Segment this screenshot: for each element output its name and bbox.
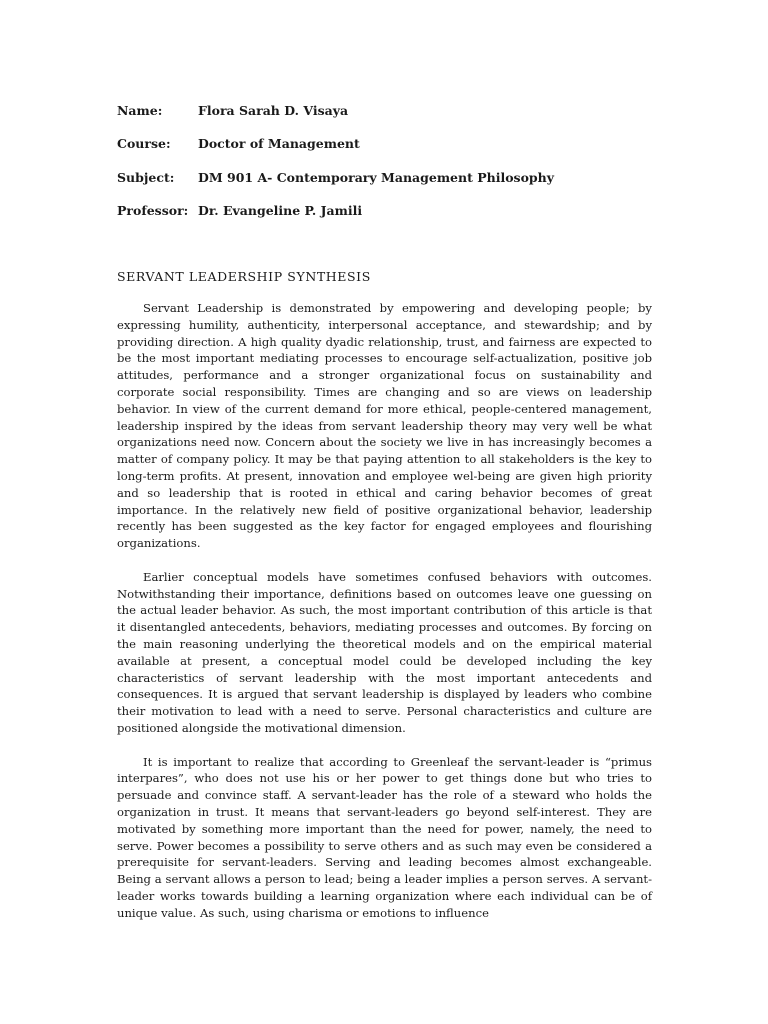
header-row-professor [117, 202, 657, 235]
professor-label: Professor: [117, 202, 189, 218]
header-row-course [117, 135, 657, 168]
subject-value: DM 901 A- Contemporary Management Philosophy [198, 169, 554, 185]
name-value: Flora Sarah D. Visaya [198, 103, 349, 118]
paragraph-3: It is important to realize that according to Greenleaf the servant-leader is “primus interpares”, who does not use his or her power to get things done but who tries to persuade and convince staff. A servant-leader has the role of a steward who holds the organization in trust. It means that servant-leaders go beyond self-interest. They are motivated by something more important than the need for power, namely, the need to serve. Power becomes a possibility to serve others and as such may even be considered a prerequisite for servant-leaders. Serving and leading becomes almost exchangeable. Being a servant allows a person to lead; being a leader implies a person serves. A servant-leader works towards building a learning organization where each individual can be of unique value. As such, using charisma or emotions to influence [117, 754, 652, 920]
document-body [117, 300, 652, 938]
professor-value: Dr. Evangeline P. Jamili [198, 202, 363, 218]
header-block [117, 102, 657, 235]
subject-label: Subject: [117, 169, 175, 185]
course-label: Course: [117, 136, 171, 152]
header-row-subject [117, 169, 657, 202]
document-title: SERVANT LEADERSHIP SYNTHESIS [117, 269, 371, 284]
paragraph-2: Earlier conceptual models have sometimes confused behaviors with outcomes. Notwithstanding their importance, definitions based on outcomes leave one guessing on the actual leader behavior. As such, the most important contribution of this article is that it disentangled antecedents, behaviors, mediating processes and outcomes. By forcing on the main reasoning underlying the theoretical models and on the empirical material available at present, a conceptual model could be developed including the key characteristics of servant leadership with the most important antecedents and consequences. It is argued that servant leadership is displayed by leaders who combine their motivation to lead with a need to serve. Personal characteristics and culture are positioned alongside the motivational dimension. [117, 569, 652, 735]
paragraph-1: Servant Leadership is demonstrated by empowering and developing people; by expressing humility, authenticity, interpersonal acceptance, and stewardship; and by providing direction. A high quality dyadic relationship, trust, and fairness are expected to be the most important mediating processes to encourage self-actualization, positive job attitudes, performance and a stronger organizational focus on sustainability and corporate social responsibility. Times are changing and so are views on leadership behavior. In view of the current demand for more ethical, people-centered management, leadership inspired by the ideas from servant leadership theory may very well be what organizations need now. Concern about the society we live in has increasingly becomes a matter of company policy. It may be that paying attention to all stakeholders is the key to long-term profits. At present, innovation and employee wel-being are given high priority and so leadership that is rooted in ethical and caring behavior becomes of great importance. In the relatively new field of positive organizational behavior, leadership recently has been suggested as the key factor for engaged employees and flourishing organizations. [117, 301, 652, 551]
name-label: Name: [117, 103, 163, 118]
course-value: Doctor of Management [198, 136, 360, 152]
header-row-name [117, 102, 657, 135]
